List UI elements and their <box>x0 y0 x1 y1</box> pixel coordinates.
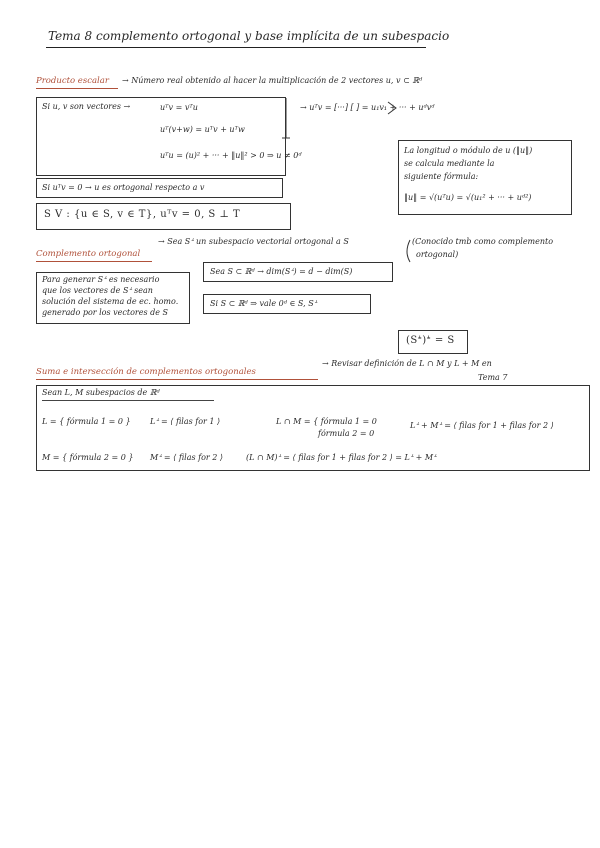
producto-heading: Producto escalar <box>36 76 109 86</box>
norm-note-1: La longitud o módulo de u (‖u‖) <box>404 146 533 155</box>
L-cap-M: L ∩ M = { fórmula 1 = 0 <box>276 417 377 426</box>
subspaces-statement: Sean L, M subespacios de ℝᵈ <box>42 388 160 397</box>
complemento-heading: Complemento ortogonal <box>36 249 141 259</box>
generation-note-3: solución del sistema de ec. homo. <box>42 297 179 306</box>
zero-vector-rule: Si S ⊂ ℝᵈ ⇒ vale 0ᵈ ∈ S, Sᗮ <box>210 299 317 308</box>
M-definition: M = { fórmula 2 = 0 } <box>42 453 134 462</box>
L-definition: L = { fórmula 1 = 0 } <box>42 417 131 426</box>
property-positive: uᵀu = (u)² + ··· + ‖u‖² > 0 ⇒ u ≠ 0ᵈ <box>160 151 302 160</box>
dot-product-expansion: → uᵀv = [···] [ ] = u₁v₁ + ··· + uᵈvᵈ <box>300 103 435 112</box>
L-cap-M-2: fórmula 2 = 0 <box>318 429 375 438</box>
property-commutative: uᵀv = vᵀu <box>160 103 198 112</box>
norm-note-2: se calcula mediante la <box>404 159 495 168</box>
suma-reference-2: Tema 7 <box>478 373 508 382</box>
property-distributive: uᵀ(v+w) = uᵀv + uᵀw <box>160 125 245 134</box>
also-called-2: ortogonal) <box>416 250 459 259</box>
also-called-1: (Conocido tmb como complemento <box>412 237 554 246</box>
properties-box-label: Si u, v son vectores → <box>42 102 131 111</box>
sum-of-perps: Lᗮ + Mᗮ = ⟨ filas for 1 + filas for 2 ⟩ <box>410 421 554 430</box>
orthogonality-rule: Si uᵀv = 0 → u es ortogonal respecto a v <box>42 183 205 192</box>
dimension-rule: Sea S ⊂ ℝᵈ → dim(Sᗮ) = d − dim(S) <box>210 267 353 276</box>
generation-note-1: Para generar Sᗮ es necesario <box>42 275 160 284</box>
complemento-definition: → Sea Sᗮ un subespacio vectorial ortogonal a S <box>158 237 349 246</box>
M-perp: Mᗮ = ⟨ filas for 2 ⟩ <box>150 453 224 462</box>
set-definition: S V : {u ∈ S, v ∈ T}, uᵀv = 0, S ⊥ T <box>44 209 241 220</box>
norm-formula: ‖u‖ = √(uᵀu) = √(u₁² + ··· + uᵈ²) <box>404 193 532 202</box>
generation-note-2: que los vectores de Sᗮ sean <box>42 286 153 295</box>
page-title: Tema 8 complemento ortogonal y base implícita de un subespacio <box>48 29 450 43</box>
double-perp-rule: (Sᗮ)ᗮ = S <box>406 335 455 346</box>
suma-heading: Suma e intersección de complementos ortogonales <box>36 367 256 377</box>
L-perp: Lᗮ = ⟨ filas for 1 ⟩ <box>150 417 221 426</box>
suma-reference: → Revisar definición de L ∩ M y L + M en <box>322 359 492 368</box>
generation-note-4: generado por los vectores de S <box>42 308 168 317</box>
producto-definition: → Número real obtenido al hacer la multiplicación de 2 vectores u, v ⊂ ℝᵈ <box>122 76 423 85</box>
norm-note-3: siguiente fórmula: <box>404 172 479 181</box>
intersection-perp: (L ∩ M)ᗮ = ⟨ filas for 1 + filas for 2 ⟩ = Lᗮ + Mᗮ <box>246 453 437 462</box>
